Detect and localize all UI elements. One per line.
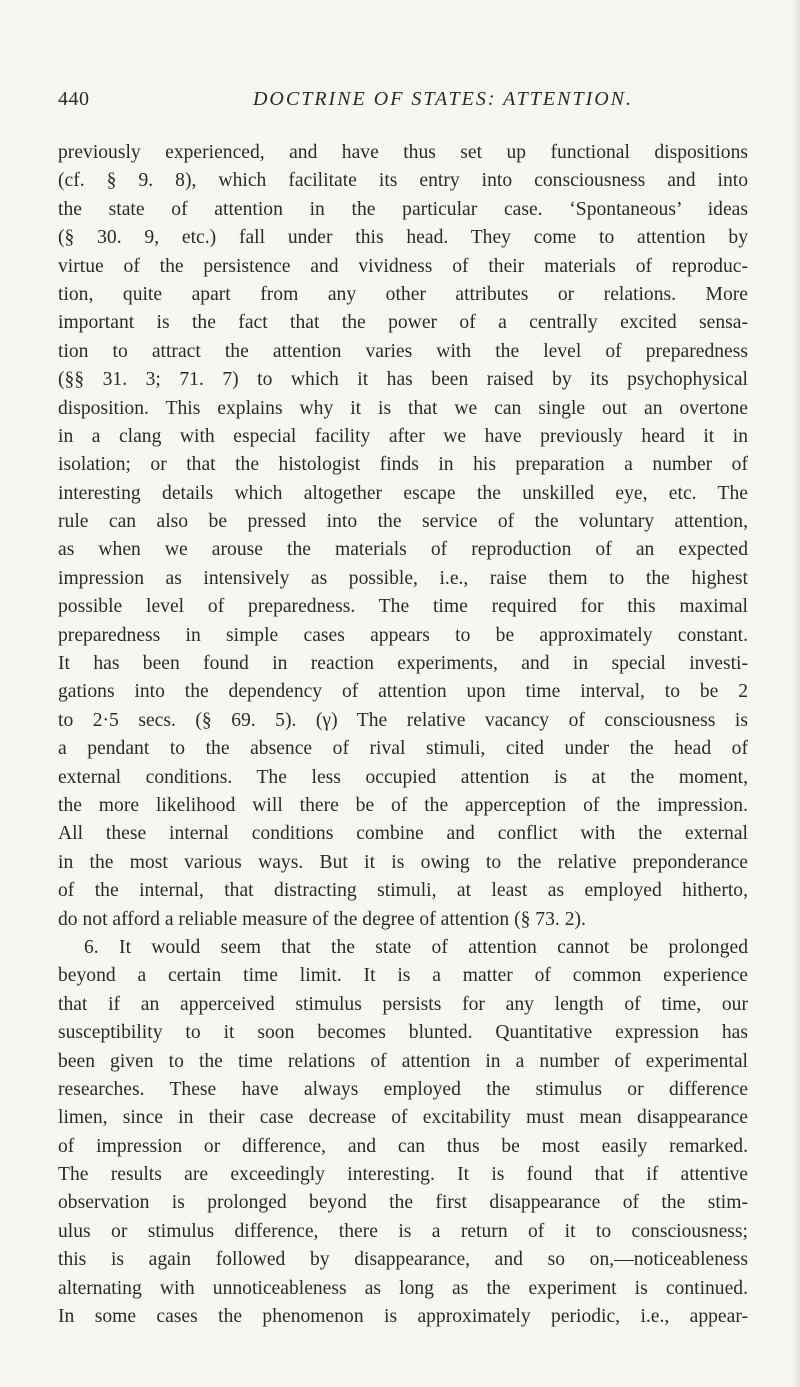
text-line: In some cases the phenomenon is approximately periodic, i.e., appear- <box>58 1306 748 1328</box>
text-line: of impression or difference, and can thus be most easily remarked. <box>58 1135 748 1157</box>
text-line: tion to attract the attention varies with the level of preparedness <box>58 340 748 362</box>
text-line: susceptibility to it soon becomes blunted. Quantitative expression has <box>58 1022 748 1044</box>
text-line: disposition. This explains why it is that we can single out an overtone <box>58 397 748 419</box>
text-line: been given to the time relations of attention in a number of experimental <box>58 1050 748 1072</box>
page-edge-shadow <box>792 0 800 1387</box>
body-text <box>58 139 748 1331</box>
text-line: (§§ 31. 3; 71. 7) to which it has been raised by its psychophysical <box>58 369 748 391</box>
text-line: tion, quite apart from any other attributes or relations. More <box>58 283 748 305</box>
text-line: that if an apperceived stimulus persists for any length of time, our <box>58 993 748 1015</box>
text-line: of the internal, that distracting stimuli, at least as employed hitherto, <box>58 880 748 902</box>
text-line: important is the fact that the power of a centrally excited sensa- <box>58 312 748 334</box>
text-line: as when we arouse the materials of reproduction of an expected <box>58 539 748 561</box>
text-line: rule can also be pressed into the service of the voluntary attention, <box>58 511 748 533</box>
text-line: All these internal conditions combine and conflict with the external <box>58 823 748 845</box>
text-line: researches. These have always employed the stimulus or difference <box>58 1078 748 1100</box>
text-line: gations into the dependency of attention upon time interval, to be 2 <box>58 681 748 703</box>
text-line: alternating with unnoticeableness as long as the experiment is continued. <box>58 1277 748 1299</box>
text-line: It has been found in reaction experiments, and in special investi- <box>58 653 748 675</box>
text-line: limen, since in their case decrease of excitability must mean disappearance <box>58 1107 748 1129</box>
text-line: The results are exceedingly interesting. It is found that if attentive <box>58 1164 748 1186</box>
text-line: in a clang with especial facility after we have previously heard it in <box>58 425 748 447</box>
paragraph-start-line: 6. It would seem that the state of attention cannot be prolonged <box>84 936 748 958</box>
text-line: preparedness in simple cases appears to be approximately constant. <box>58 624 748 646</box>
text-line: in the most various ways. But it is owing to the relative preponderance <box>58 851 748 873</box>
running-head: DOCTRINE OF STATES: ATTENTION. <box>252 88 634 110</box>
text-line: (cf. § 9. 8), which facilitate its entry into consciousness and into <box>58 170 748 192</box>
text-line: external conditions. The less occupied attention is at the moment, <box>58 766 748 788</box>
text-line: possible level of preparedness. The time required for this maximal <box>58 596 748 618</box>
text-line: do not afford a reliable measure of the degree of attention (§ 73. 2). <box>58 908 586 930</box>
text-line: this is again followed by disappearance, and so on,—noticeableness <box>58 1249 748 1271</box>
text-line: virtue of the persistence and vividness of their materials of reproduc- <box>58 255 748 277</box>
page-header <box>58 88 748 116</box>
text-line: to 2·5 secs. (§ 69. 5). (γ) The relative vacancy of consciousness is <box>58 709 748 731</box>
text-line: a pendant to the absence of rival stimuli, cited under the head of <box>58 738 748 760</box>
text-line: (§ 30. 9, etc.) fall under this head. They come to attention by <box>58 227 748 249</box>
text-line: isolation; or that the histologist finds in his preparation a number of <box>58 454 748 476</box>
text-line: impression as intensively as possible, i.e., raise them to the highest <box>58 567 748 589</box>
text-line: observation is prolonged beyond the first disappearance of the stim- <box>58 1192 748 1214</box>
page-number: 440 <box>58 88 90 110</box>
text-line: the more likelihood will there be of the apperception of the impression. <box>58 794 748 816</box>
text-line: ulus or stimulus difference, there is a return of it to consciousness; <box>58 1220 748 1242</box>
text-line: the state of attention in the particular case. ‘Spontaneous’ ideas <box>58 198 748 220</box>
text-line: beyond a certain time limit. It is a matter of common experience <box>58 965 748 987</box>
text-line: interesting details which altogether escape the unskilled eye, etc. The <box>58 482 748 504</box>
text-line: previously experienced, and have thus set up functional dispositions <box>58 142 748 163</box>
